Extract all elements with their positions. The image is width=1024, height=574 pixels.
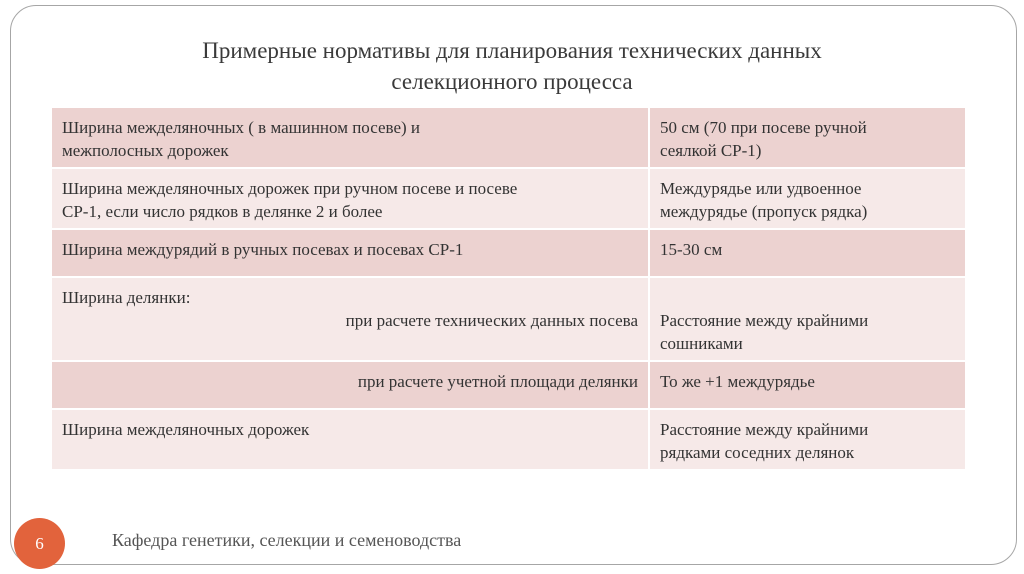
table-cell-parameter	[52, 361, 649, 409]
slide-title-line-1: Примерные нормативы для планирования технических данных	[202, 38, 822, 63]
table-row	[52, 108, 965, 168]
cell-text: Расстояние между крайними	[660, 420, 869, 439]
cell-text: Ширина междурядий в ручных посевах и посевах СР-1	[62, 240, 464, 259]
slide-title-line-2: селекционного процесса	[391, 69, 633, 94]
table-cell-value	[649, 168, 965, 229]
cell-text: при расчете технических данных посева	[345, 311, 638, 330]
table-cell-value	[649, 277, 965, 361]
cell-text: 50 см (70 при посеве ручной	[660, 118, 867, 137]
cell-text: СР-1, если число рядков в делянке 2 и более	[62, 202, 383, 221]
table-cell-parameter	[52, 277, 649, 361]
table-cell-value	[649, 361, 965, 409]
cell-text: междурядье (пропуск рядка)	[660, 202, 868, 221]
cell-text: То же +1 междурядье	[660, 372, 815, 391]
cell-text: сеялкой СР-1)	[660, 141, 762, 160]
table-row	[52, 277, 965, 361]
table-cell-value	[649, 229, 965, 277]
cell-text: Ширина межделяночных дорожек при ручном посеве и посеве	[62, 179, 518, 198]
cell-text: Междурядье или удвоенное	[660, 179, 862, 198]
slide-title	[60, 35, 964, 97]
standards-table	[52, 108, 965, 469]
cell-text: рядками соседних делянок	[660, 443, 855, 462]
table-cell-parameter	[52, 229, 649, 277]
table-row	[52, 409, 965, 469]
cell-text: Ширина межделяночных дорожек	[62, 420, 310, 439]
table-row	[52, 229, 965, 277]
table-cell-value	[649, 108, 965, 168]
footer-text: Кафедра генетики, селекции и семеноводства	[112, 530, 462, 550]
table-cell-parameter	[52, 409, 649, 469]
plot-width-heading: Ширина делянки:	[62, 288, 191, 307]
table-cell-value	[649, 409, 965, 469]
table-row	[52, 168, 965, 229]
table-cell-parameter	[52, 108, 649, 168]
cell-text: межполосных дорожек	[62, 141, 229, 160]
page-number-badge: 6	[14, 518, 65, 569]
table-row	[52, 361, 965, 409]
cell-text: при расчете учетной площади делянки	[357, 372, 638, 391]
cell-text: Расстояние между крайними	[660, 311, 869, 330]
table-cell-parameter	[52, 168, 649, 229]
cell-text: Ширина межделяночных ( в машинном посеве) и	[62, 118, 421, 137]
cell-text: 15-30 см	[660, 240, 723, 259]
cell-text: сошниками	[660, 334, 743, 353]
